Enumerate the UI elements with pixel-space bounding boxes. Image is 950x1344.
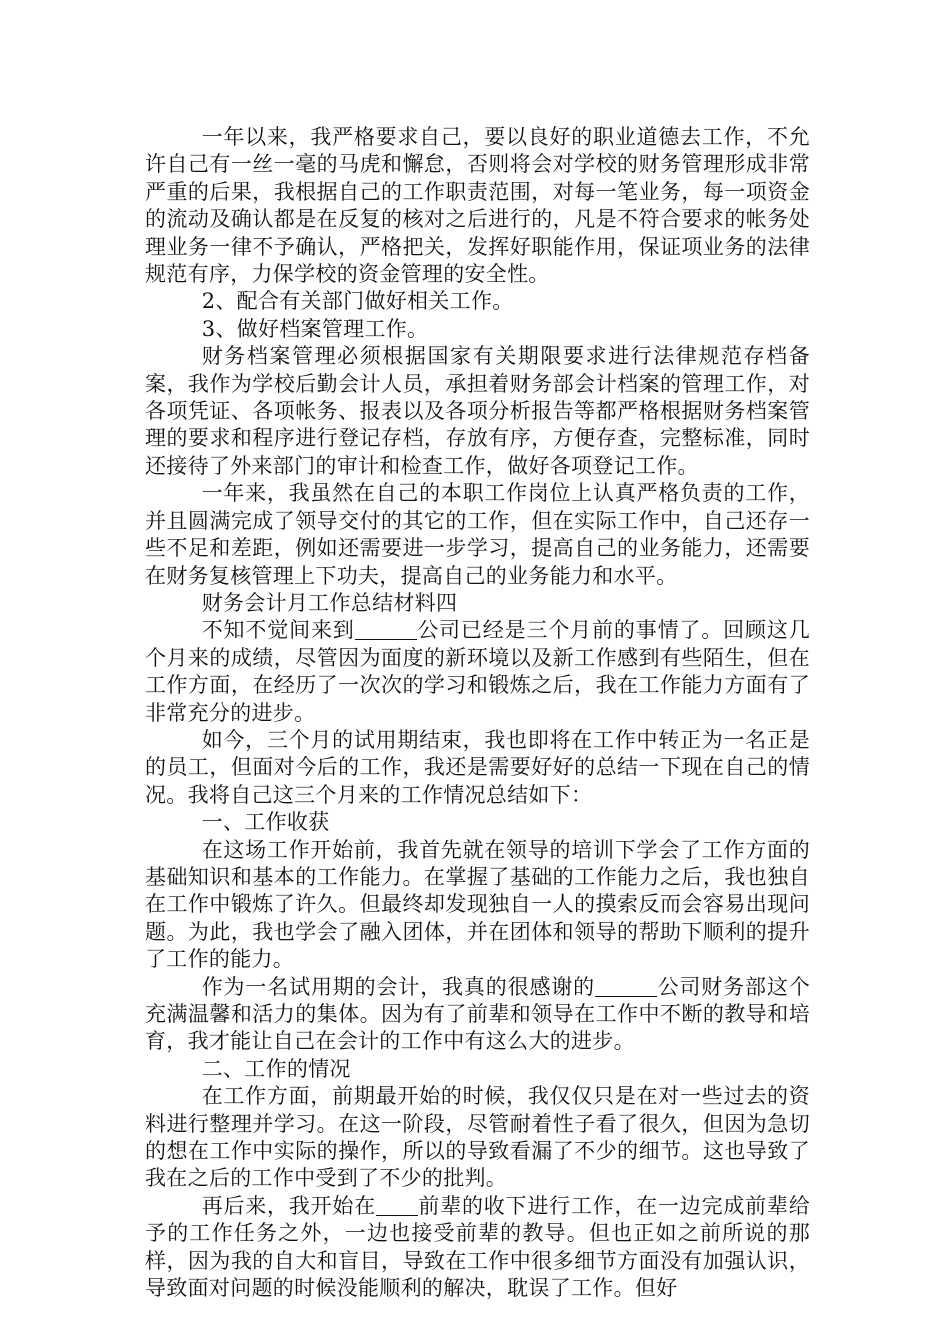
paragraph-year-summary: 一年来，我虽然在自己的本职工作岗位上认真严格负责的工作，并且圆满完成了领导交付的其它的工作，但在实际工作中，自己还存一些不足和差距，例如还需要进一步学习，提高自己的业务能力，还需要在财务复核管理上下功夫，提高自己的业务能力和水平。: [145, 481, 810, 588]
paragraph-diligence: 一年以来，我严格要求自己，要以良好的职业道德去工作，不允许自己有一丝一毫的马虎和懈怠，否则将会对学校的财务管理形成非常严重的后果，我根据自己的工作职责范围，对每一笔业务，每一项资金的流动及确认都是在反复的核对之后进行的，凡是不符合要求的帐务处理业务一律不予确认，严格把关，发挥好职能作用，保证项业务的法律规范有序，力保学校的资金管理的安全性。: [145, 125, 810, 287]
heading-work-gains: 一、工作收获: [201, 810, 330, 835]
paragraph-early-work: 在工作方面，前期最开始的时候，我仅仅只是在对一些过去的资料进行整理并学习。在这一阶段，尽管耐着性子看了很久，但因为急切的想在工作中实际的操作，所以的导致看漏了不少的细节。这也导致了我在之后的工作中受到了不少的批判。: [145, 1084, 810, 1191]
paragraph-item-2: 2、配合有关部门做好相关工作。: [201, 289, 514, 314]
paragraph-text-after-blank: 公司已经是三个月前的事情了。回顾这几个月来的成绩，尽管因为面度的新环境以及新工作感到有些陌生，但在工作方面，在经历了一次次的学习和锻炼之后，我在工作能力方面有了非常充分的进步。: [145, 618, 810, 725]
blank-underline: [355, 618, 417, 640]
paragraph-item-3: 3、做好档案管理工作。: [201, 316, 429, 341]
paragraph-text-after-blank: 前辈的收下进行工作，在一边完成前辈给予的工作任务之外，一边也接受前辈的教导。但也正如之前所说的那样，因为我的自大和盲目，导致在工作中很多细节方面没有加强认识，导致面对问题的时候没能顺利的解决，耽误了工作。但好: [145, 1193, 810, 1301]
blank-underline: [376, 1194, 418, 1216]
paragraph-text-before-blank: 不知不觉间来到: [201, 618, 355, 643]
paragraph-text-before-blank: 作为一名试用期的会计，我真的很感谢的: [201, 974, 596, 999]
paragraph-probation-end: 如今，三个月的试用期结束，我也即将在工作中转正为一名正是的员工，但面对今后的工作，我还是需要好好的总结一下现在自己的情况。我将自己这三个月来的工作情况总结如下：: [145, 727, 810, 807]
paragraph-three-months: [145, 617, 810, 727]
paragraph-later-work: [145, 1193, 810, 1303]
paragraph-archive-management: 财务档案管理必须根据国家有关期限要求进行法律规范存档备案，我作为学校后勤会计人员，承担着财务部会计档案的管理工作，对各项凭证、各项帐务、报表以及各项分析报告等都严格根据财务档案管理的要求和程序进行登记存档，存放有序，方便存查，完整标准，同时还接待了外来部门的审计和检查工作，做好各项登记工作。: [145, 344, 810, 478]
section-title-four: 财务会计月工作总结材料四: [201, 590, 458, 615]
paragraph-text-after-blank: 公司财务部这个充满温馨和活力的集体。因为有了前辈和领导在工作中不断的教导和培育，我才能让自己在会计的工作中有这么大的进步。: [145, 974, 810, 1054]
heading-work-situation: 二、工作的情况: [201, 1056, 351, 1081]
paragraph-training: 在这场工作开始前，我首先就在领导的培训下学会了工作方面的基础知识和基本的工作能力。在掌握了基础的工作能力之后，我也独自在工作中锻炼了许久。但最终却发现独自一人的摸索反而会容易出现问题。为此，我也学会了融入团体，并在团体和领导的帮助下顺利的提升了工作的能力。: [145, 837, 810, 972]
paragraph-text-before-blank: 再后来，我开始在: [201, 1193, 376, 1218]
paragraph-thanks: [145, 974, 810, 1056]
document-body: [145, 124, 810, 1302]
blank-underline: [595, 975, 657, 997]
